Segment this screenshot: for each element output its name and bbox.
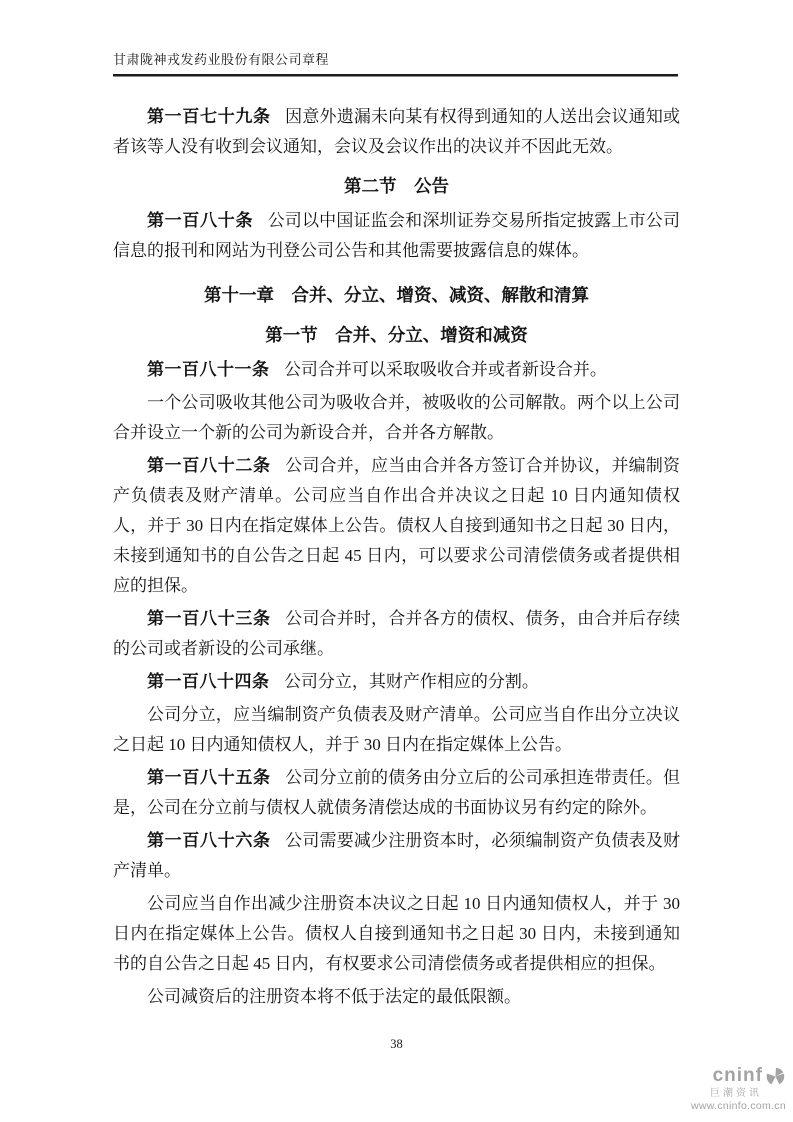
page-number: 38 [390,1037,403,1051]
paragraph-text: 公司减资后的注册资本将不低于法定的最低限额。 [147,987,521,1006]
section-heading [113,171,680,201]
article-number: 第一百八十四条 [147,672,270,691]
document-title: 甘肃陇神戎发药业股份有限公司章程 [113,52,330,67]
cninfo-logo [636,1066,786,1113]
heading-text: 第二节 公告 [344,176,449,196]
article-paragraph [113,355,680,385]
paragraph-text: 公司应当自作出减少注册资本决议之日起 10 日内通知债权人，并于 30 日内在指定媒体上公告。债权人自接到通知书之日起 30 日内，未接到通知书的自公告之日起 45 日内，有权要求公司清偿债务或者提供相应的担保。 [113,894,680,973]
body-paragraph [113,982,680,1012]
swirl-icon [765,1066,786,1087]
article-number: 第一百八十一条 [147,360,270,379]
body-paragraph [113,889,680,979]
article-number: 第一百八十五条 [147,768,271,787]
article-paragraph [113,102,680,162]
heading-text: 第十一章 合并、分立、增资、减资、解散和清算 [204,285,589,305]
chapter-heading [113,280,680,310]
paragraph-text: 公司合并，应当由合并各方签订合并协议，并编制资产负债表及财产清单。公司应当自作出合并决议之日起 10 日内通知债权人，并于 30 日内在指定媒体上公告。债权人自接到通知书之日起 30 日内，未接到通知书的自公告之日起 45 日内，可以要求公司清偿债务或者提供相应的担保。 [113,456,681,595]
article-paragraph [113,604,680,664]
article-paragraph [113,451,680,601]
article-paragraph [113,763,680,823]
logo-subtitle: 巨潮资讯 [710,1088,762,1099]
article-number: 第一百八十三条 [147,609,271,628]
logo-url: www.cninfo.com.cn [691,1100,786,1112]
article-number: 第一百八十六条 [147,831,271,850]
paragraph-text: 公司需要减少注册资本时，必须编制资产负债表及财产清单。 [113,831,681,880]
running-header [113,49,678,76]
paragraph-text: 公司合并时，合并各方的债权、债务，由合并后存续的公司或者新设的公司承继。 [113,609,681,658]
logo-brand-text: cninf [712,1065,763,1087]
paragraph-text: 公司分立，应当编制资产负债表及财产清单。公司应当自作出分立决议之日起 10 日内通知债权人，并于 30 日内在指定媒体上公告。 [113,705,680,754]
body-paragraph [113,700,680,760]
paragraph-text: 因意外遗漏未向某有权得到通知的人送出会议通知或者该等人没有收到会议通知，会议及会议作出的决议并不因此无效。 [113,107,681,156]
paragraph-text: 公司分立，其财产作相应的分割。 [283,672,539,691]
paragraph-text: 公司合并可以采取吸收合并或者新设合并。 [283,360,607,379]
article-paragraph [113,667,680,697]
section-heading [113,320,680,350]
paragraph-text: 公司以中国证监会和深圳证券交易所指定披露上市公司信息的报刊和网站为刊登公司公告和其他需要披露信息的媒体。 [113,211,681,260]
paragraph-text: 一个公司吸收其他公司为吸收合并，被吸收的公司解散。两个以上公司合并设立一个新的公司为新设合并，合并各方解散。 [113,393,680,442]
article-number: 第一百八十二条 [147,456,271,475]
heading-text: 第一节 合并、分立、增资和减资 [265,325,528,345]
article-paragraph [113,206,680,266]
article-paragraph [113,826,680,886]
paragraph-text: 公司分立前的债务由分立后的公司承担连带责任。但是，公司在分立前与债权人就债务清偿达成的书面协议另有约定的除外。 [113,768,681,817]
body-paragraph [113,388,680,448]
article-number: 第一百八十条 [147,211,254,230]
article-number: 第一百七十九条 [147,107,271,126]
document-body [113,99,680,1015]
